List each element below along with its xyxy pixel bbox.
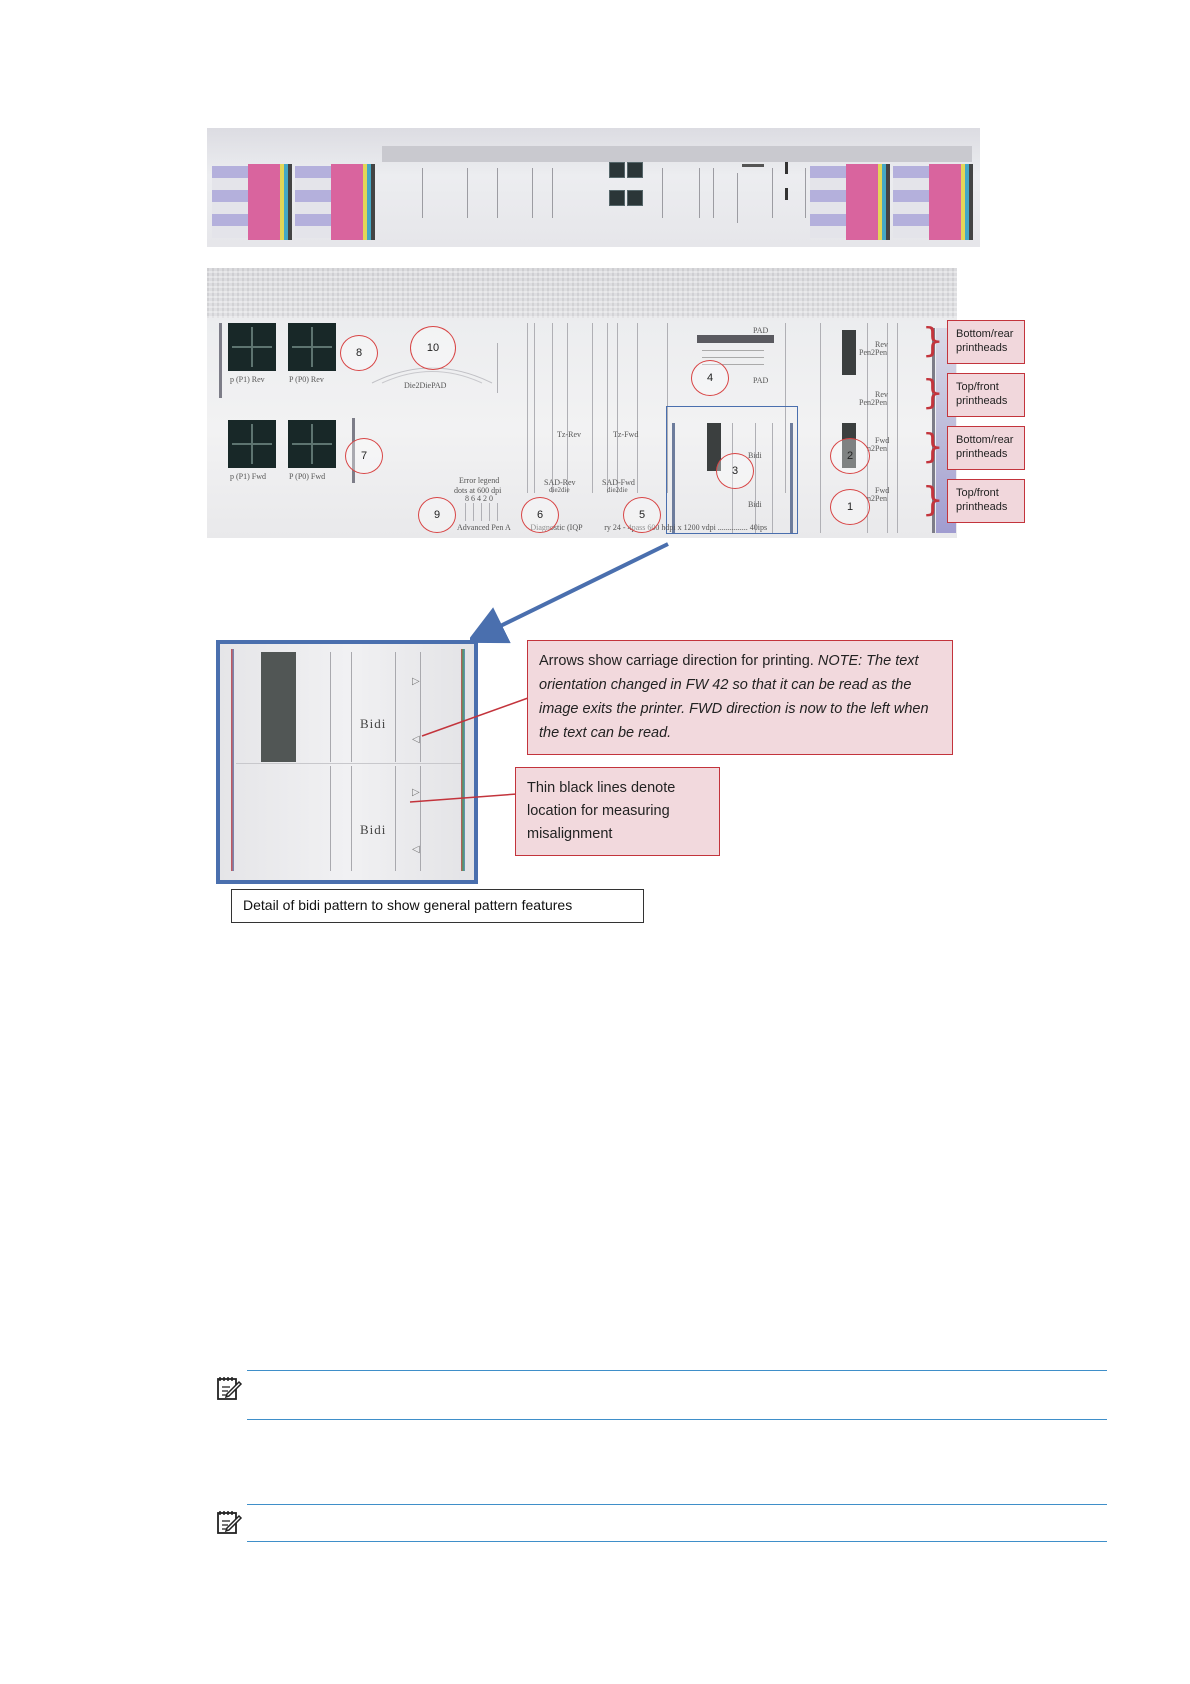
marker-circle-8: 8 xyxy=(340,335,378,371)
print-label: Bidi xyxy=(748,451,762,460)
print-label: Rev xyxy=(875,390,888,399)
marker-circle-5: 5 xyxy=(623,497,661,533)
print-label: die2die xyxy=(549,486,570,494)
print-label: Error legend xyxy=(459,476,500,485)
note-icon xyxy=(215,1374,243,1402)
pattern-square xyxy=(288,420,336,468)
print-label: p (P1) Rev xyxy=(230,375,265,384)
print-label: Tz-Rev xyxy=(557,430,581,439)
print-label: Bidi xyxy=(748,500,762,509)
pattern-photo-overview xyxy=(207,128,980,247)
marker-circle-7: 7 xyxy=(345,438,383,474)
print-label: Die2DiePAD xyxy=(404,381,447,390)
pattern-square xyxy=(288,323,336,371)
print-label: Fwd xyxy=(875,486,890,495)
brace-icon: } xyxy=(922,480,944,520)
bidi-label: Bidi xyxy=(360,716,387,731)
print-label: Rev xyxy=(875,340,888,349)
marker-circle-9: 9 xyxy=(418,497,456,533)
callout-printheads: Top/front printheads xyxy=(947,479,1025,523)
print-label: 8 6 4 2 0 xyxy=(465,494,493,503)
marker-circle-4: 4 xyxy=(691,360,729,396)
arrow-right-icon: ▷ xyxy=(412,676,420,687)
callout-printheads: Top/front printheads xyxy=(947,373,1025,417)
print-label: dots at 600 dpi xyxy=(454,486,502,495)
brace-icon: } xyxy=(922,427,944,467)
print-label: P (P0) Rev xyxy=(289,375,324,384)
note-rule xyxy=(247,1370,1107,1371)
pattern-square xyxy=(228,420,276,468)
print-label: SAD-Rev xyxy=(544,478,576,487)
marker-circle-1: 1 xyxy=(830,489,870,525)
note-icon xyxy=(215,1508,243,1536)
callout-printheads: Bottom/rear printheads xyxy=(947,320,1025,364)
arrow-left-icon: ◁ xyxy=(412,734,420,745)
print-label: n2Pen xyxy=(867,494,887,503)
pattern-photo-annotated xyxy=(207,268,957,538)
print-label: die2die xyxy=(607,486,628,494)
print-label: Pen2Pen xyxy=(859,348,887,357)
print-label: PAD xyxy=(753,326,769,335)
note-text: Arrows show carriage direction for printing. xyxy=(539,653,818,669)
brace-icon: } xyxy=(922,321,944,361)
bidi-label: Bidi xyxy=(360,822,387,837)
print-label: Pen2Pen xyxy=(859,398,887,407)
print-label: P (P0) Fwd xyxy=(289,472,326,481)
print-label: Fwd xyxy=(875,436,890,445)
print-label: SAD-Fwd xyxy=(602,478,635,487)
note-text-italic: NOTE: The text orientation changed in FW 42 so that it can be read as the image exits the printer. FWD direction is now to the left when the text can be read. xyxy=(539,653,929,741)
note-thin-lines: Thin black lines denote location for measuring misalignment xyxy=(515,767,720,856)
pattern-square xyxy=(228,323,276,371)
print-label: PAD xyxy=(753,376,769,385)
arrow-left-icon: ◁ xyxy=(412,844,420,855)
note-rule xyxy=(247,1541,1107,1542)
note-carriage-direction xyxy=(527,640,953,755)
brace-icon: } xyxy=(922,373,944,413)
note-rule xyxy=(247,1419,1107,1420)
marker-circle-6: 6 xyxy=(521,497,559,533)
marker-circle-2: 2 xyxy=(830,438,870,474)
marker-circle-10: 10 xyxy=(410,326,456,370)
print-label: n2Pen xyxy=(867,444,887,453)
figure-caption: Detail of bidi pattern to show general pattern features xyxy=(231,889,644,923)
print-footer: Advanced Pen A Diagnostic (IQP ry 24 - 4pass 600 hdpi x 1200 vdpi ............... 40ips xyxy=(457,523,768,532)
zoom-arrow xyxy=(470,538,680,648)
callout-printheads: Bottom/rear printheads xyxy=(947,426,1025,470)
print-label: p (P1) Fwd xyxy=(230,472,267,481)
marker-circle-3: 3 xyxy=(716,453,754,489)
arrow-right-icon: ▷ xyxy=(412,787,420,798)
print-label: Tz-Fwd xyxy=(613,430,639,439)
note-rule xyxy=(247,1504,1107,1505)
